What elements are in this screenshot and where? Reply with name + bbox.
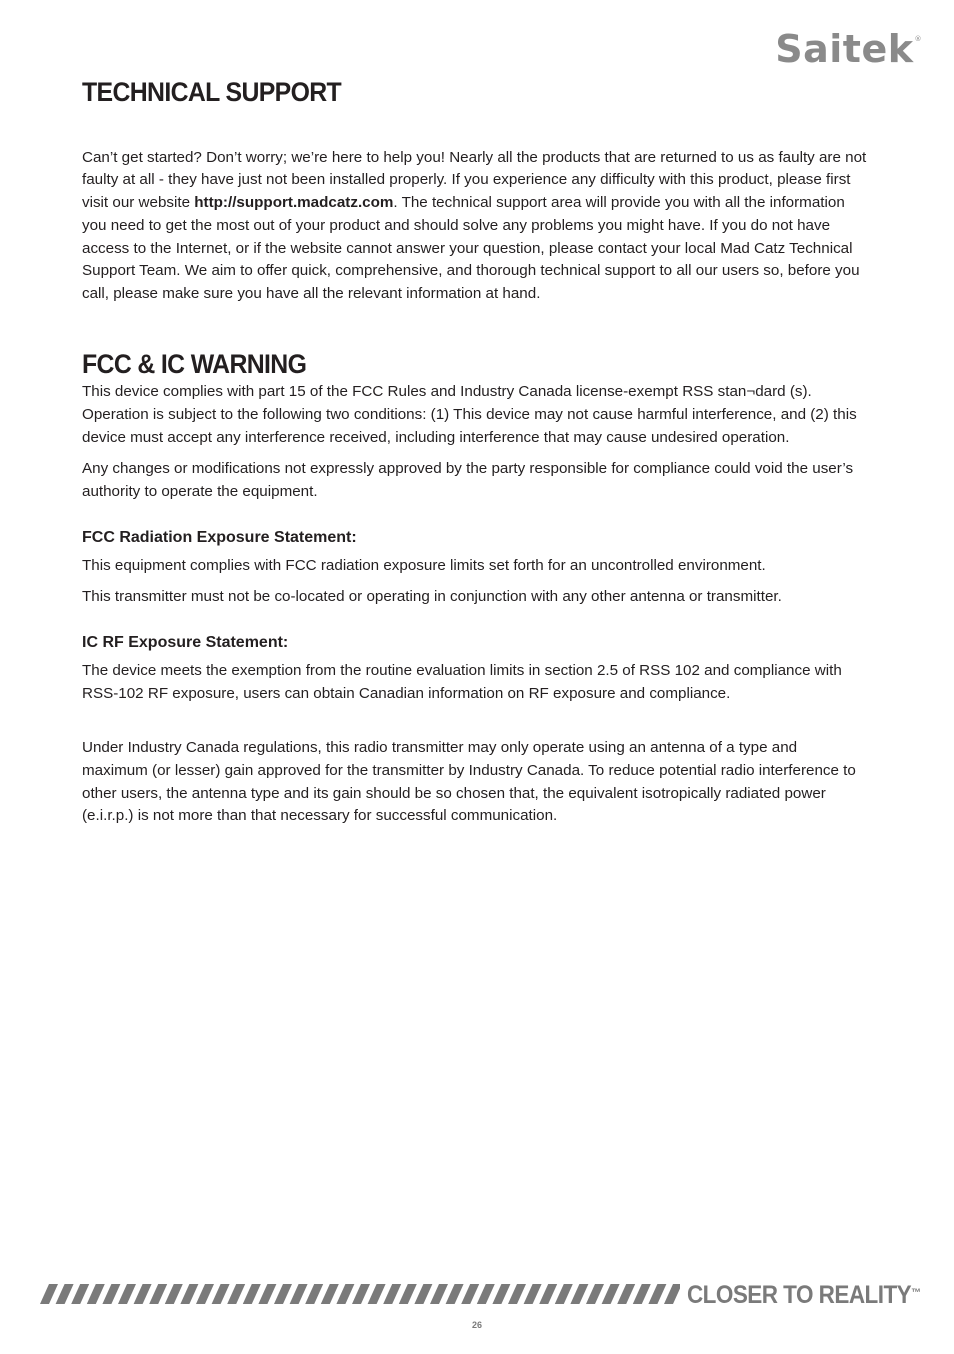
support-website-link[interactable]: http://support.madcatz.com [194,194,394,212]
technical-support-heading: TECHNICAL SUPPORT [82,77,342,107]
footer-stripe [71,1284,89,1304]
fcc-modifications-paragraph: Any changes or modifications not expressly approved by the party responsible for compliance could void the user’s authority to operate the equipment. [82,460,854,501]
footer-stripe [617,1284,635,1304]
technical-support-paragraph [82,147,867,306]
tagline-text: CLOSER TO REALITY [686,1281,911,1309]
footer-stripe [430,1284,448,1304]
footer-stripe [149,1284,167,1304]
footer-stripe [305,1284,323,1304]
footer-stripe [602,1284,620,1304]
footer-stripe [555,1284,573,1304]
footer-stripe [524,1284,542,1304]
footer-stripe [368,1284,386,1304]
footer-stripe [290,1284,308,1304]
footer-stripe [492,1284,510,1304]
footer-stripe [352,1284,370,1304]
trademark-mark: ™ [910,1287,920,1299]
footer-stripe [165,1284,183,1304]
footer-stripe [461,1284,479,1304]
footer-stripe [180,1284,198,1304]
tagline [686,1282,920,1308]
support-text-start: Can’t get started? Don’t worry; we’re here to help you! Nearly all the products that are returned to us as faulty are not faulty at all - they have just not been installed properly. If you experience any difficulty with this product, please first visit our website [82,148,867,212]
footer-stripe [633,1284,651,1304]
footer-stripe [586,1284,604,1304]
footer-stripe [664,1284,680,1304]
footer-stripe [648,1284,666,1304]
footer-stripe [414,1284,432,1304]
page-content [82,74,867,837]
footer-stripe [56,1284,74,1304]
footer-band [40,1282,926,1308]
footer-stripe [539,1284,557,1304]
footer-stripe [383,1284,401,1304]
footer-stripe [102,1284,120,1304]
footer-stripe [243,1284,261,1304]
industry-canada-paragraph: Under Industry Canada regulations, this radio transmitter may only operate using an antenna of a type and maximum (or lesser) gain approved for the transmitter by Industry Canada. To reduce potential radio interference to other users, the antenna type and its gain should be so chosen that, the equivalent isotropically radiated power (e.i.r.p.) is not more than that necessary for successful communication. [82,739,856,825]
footer-stripe [227,1284,245,1304]
ic-rf-paragraph: The device meets the exemption from the routine evaluation limits in section 2.5 of RSS 102 and compliance with RSS-102 RF exposure, users can obtain Canadian information on RF exposure and compliance. [82,661,842,702]
footer-stripe [570,1284,588,1304]
footer-stripe [336,1284,354,1304]
footer-stripe [196,1284,214,1304]
footer-stripe [134,1284,152,1304]
footer-stripe [477,1284,495,1304]
footer-stripe [87,1284,105,1304]
footer-stripe [446,1284,464,1304]
page-number: 26 [471,1320,482,1330]
ic-rf-heading: IC RF Exposure Statement: [82,634,289,652]
fcc-ic-warning-heading: FCC & IC WARNING [82,348,307,379]
footer-stripe [399,1284,417,1304]
footer-stripe [508,1284,526,1304]
footer-stripe [258,1284,276,1304]
footer-stripe [274,1284,292,1304]
saitek-logo [775,27,922,71]
footer-stripe [321,1284,339,1304]
footer-stripe [212,1284,230,1304]
fcc-radiation-paragraph: This equipment complies with FCC radiation exposure limits set forth for an uncontrolled environment. [82,556,766,574]
fcc-radiation-heading: FCC Radiation Exposure Statement: [82,528,357,546]
fcc-colocation-paragraph: This transmitter must not be co-located or operating in conjunction with any other antenna or transmitter. [82,588,782,606]
logo-text: Saitek [775,27,914,71]
registered-mark: ® [914,35,922,43]
footer-stripe [118,1284,136,1304]
footer-stripes [40,1284,680,1306]
footer-stripe [40,1284,58,1304]
support-text-end: . The technical support area will provide you with all the information you need to get the most out of your product and should solve any problems you might have. If you do not have access to the Internet, or if the website cannot answer your question, please contact your local Mad Catz Technical Support Team. We aim to offer quick, comprehensive, and thorough technical support to all our users so, before you call, please make sure you have all the relevant information at hand. [82,194,860,302]
fcc-compliance-paragraph: This device complies with part 15 of the FCC Rules and Industry Canada license-exempt RSS stan¬dard (s). Operation is subject to the following two conditions: (1) This device may not cause harmful interference, and (2) this device must accept any interference received, including interference that may cause undesired operation. [82,383,857,446]
